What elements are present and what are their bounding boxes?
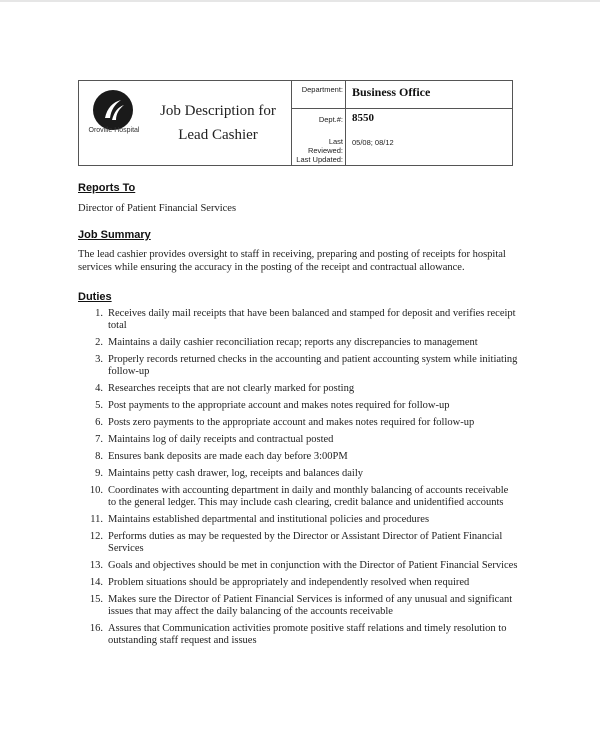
last-updated-label: Last Updated:: [296, 155, 343, 164]
hospital-logo-icon: [93, 90, 133, 130]
list-item-number: 6.: [95, 417, 103, 428]
list-item-text: Assures that Communication activities promote positive staff relations and timely resolution to outstanding staff request and issues: [108, 623, 507, 646]
list-item-number: 8.: [95, 451, 103, 462]
list-item-text: Ensures bank deposits are made each day before 3:00PM: [108, 451, 348, 462]
list-item-number: 4.: [95, 383, 103, 394]
logo-text: Oroville Hospital: [88, 127, 140, 134]
list-item-number: 16.: [89, 623, 103, 634]
title-line-2: Lead Cashier: [178, 127, 258, 143]
list-item-number: 2.: [95, 337, 103, 348]
list-item: [78, 383, 518, 395]
list-item: [78, 400, 518, 412]
list-item: [78, 531, 518, 555]
list-item: [78, 468, 518, 480]
list-item-number: 7.: [95, 434, 103, 445]
job-summary-text: The lead cashier provides oversight to staff in receiving, preparing and posting of receipts for hospital services while ensuring the accuracy in the posting of the receipt and contractual allowance.: [78, 249, 506, 273]
list-item-text: Properly records returned checks in the accounting and patient accounting system while initiating follow-up: [108, 354, 518, 377]
list-item-text: Receives daily mail receipts that have been balanced and stamped for deposit and verifies receipt total: [108, 308, 516, 331]
job-summary-heading: Job Summary: [78, 229, 151, 241]
dept-number-label: Dept.#:: [318, 115, 343, 124]
list-item-text: Maintains established departmental and institutional policies and procedures: [108, 514, 430, 525]
duties-heading: Duties: [78, 291, 112, 303]
list-item: [78, 560, 518, 572]
list-item: [78, 337, 518, 349]
list-item: [78, 514, 518, 526]
title-line-1: Job Description for: [160, 103, 276, 119]
list-item-text: Coordinates with accounting department in daily and monthly balancing of accounts receivable to the general ledger. This may include cash clearing, credit balance and unidentified accounts: [108, 485, 509, 508]
list-item-number: 15.: [89, 594, 103, 605]
divider: [291, 81, 292, 165]
page-top-border: [0, 0, 600, 2]
list-item-text: Posts zero payments to the appropriate account and makes notes required for follow-up: [108, 417, 475, 428]
list-item-text: Goals and objectives should be met in conjunction with the Director of Patient Financial Services: [108, 560, 518, 571]
list-item-text: Problem situations should be appropriately and independently resolved when required: [108, 577, 470, 588]
list-item: [78, 623, 518, 647]
last-reviewed-value: 05/08; 08/12: [352, 138, 394, 147]
duties-list: [78, 308, 518, 652]
list-item-text: Performs duties as may be requested by the Director or Assistant Director of Patient Financial Services: [108, 531, 503, 554]
department-label: Department:: [301, 85, 343, 94]
list-item: [78, 577, 518, 589]
list-item-text: Maintains log of daily receipts and contractual posted: [108, 434, 334, 445]
department-value: Business Office: [352, 85, 431, 99]
reports-to-heading: Reports To: [78, 182, 136, 194]
list-item-number: 1.: [95, 308, 103, 319]
list-item: [78, 451, 518, 463]
list-item-text: Makes sure the Director of Patient Financial Services is informed of any unusual and significant issues that may affect the daily balancing of the accounts receivable: [108, 594, 513, 617]
list-item-text: Researches receipts that are not clearly marked for posting: [108, 383, 355, 394]
list-item-number: 13.: [89, 560, 103, 571]
list-item-number: 12.: [89, 531, 103, 542]
list-item: [78, 417, 518, 429]
list-item-text: Maintains a daily cashier reconciliation recap; reports any discrepancies to management: [108, 337, 478, 348]
divider: [291, 108, 512, 109]
list-item: [78, 308, 518, 332]
dept-number-value: 8550: [352, 112, 374, 124]
list-item-number: 3.: [95, 354, 103, 365]
list-item: [78, 594, 518, 618]
list-item-number: 11.: [90, 514, 103, 525]
logo-cell: [79, 81, 145, 165]
last-reviewed-label: Last Reviewed:: [307, 137, 343, 155]
list-item-number: 10.: [89, 485, 103, 496]
list-item: [78, 485, 518, 509]
header-table: [78, 80, 513, 166]
list-item: [78, 354, 518, 378]
list-item: [78, 434, 518, 446]
divider: [345, 81, 346, 165]
list-item-number: 14.: [89, 577, 103, 588]
list-item-number: 9.: [95, 468, 103, 479]
list-item-number: 5.: [95, 400, 103, 411]
document-title: [145, 81, 291, 165]
list-item-text: Post payments to the appropriate account and makes notes required for follow-up: [108, 400, 450, 411]
reports-to-text: Director of Patient Financial Services: [78, 203, 237, 214]
list-item-text: Maintains petty cash drawer, log, receipts and balances daily: [108, 468, 363, 479]
